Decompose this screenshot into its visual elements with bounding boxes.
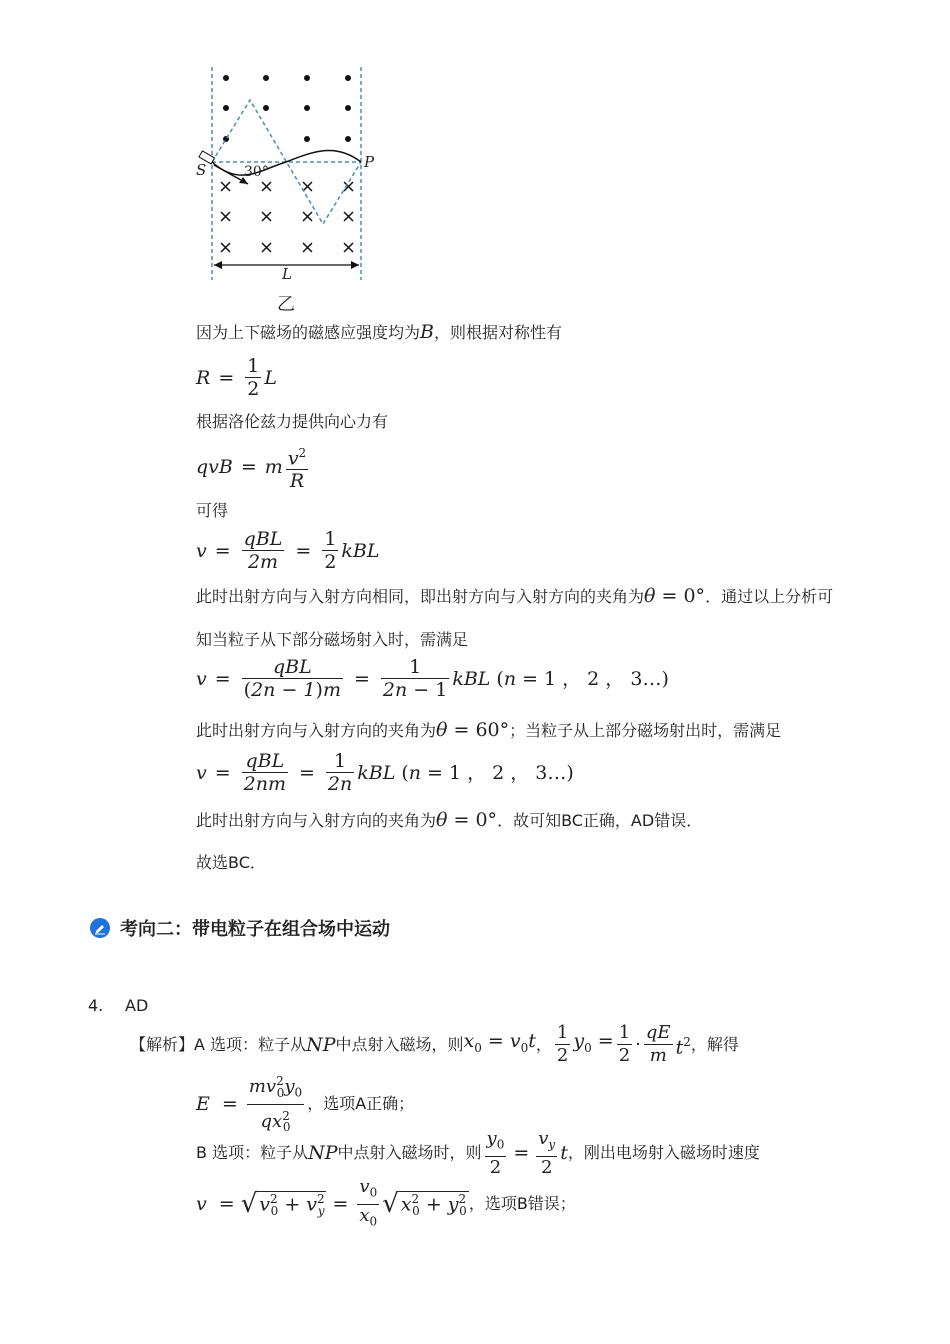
line-4: 此时出射方向与入射方向相同，即出射方向与入射方向的夹角为θ = 0°．通过以上分析可	[196, 585, 834, 607]
equation-v-lower: v = $\frac{\text{qBL}}{(2n - 1)m}$ = $\frac{1}{2n - 1}$ kBL ( n = 1 ， 2 ， 3…)	[196, 656, 669, 701]
equation-v-upper: v = $\frac{\text{qBL}}{2nm}$ = $\frac{1}{2n}$ kBL ( n = 1 ， 2 ， 3…)	[196, 750, 574, 795]
line-6: 此时出射方向与入射方向的夹角为θ = 60°；当粒子从上部分磁场射出时，需满足	[196, 719, 782, 741]
equation-lorentz: qvB = m $\frac{v^2}{R}$	[196, 442, 311, 492]
section-heading	[90, 915, 390, 941]
line-7: 此时出射方向与入射方向的夹角为θ = 0°．故可知BC正确，AD错误．	[196, 809, 703, 831]
analysis-tag: 【解析】	[130, 1034, 195, 1054]
label-P: P	[364, 153, 375, 171]
equation-v: v = $\frac{\text{qBL}}{2m}$ = $\frac{1}{2}$ kBL	[196, 528, 380, 573]
line-3: 可得	[196, 501, 229, 520]
label-angle: 30°	[244, 164, 269, 180]
equation-R: R = $\frac{1}{2}$ L	[196, 355, 277, 400]
label-L: L	[282, 265, 292, 283]
field-out-dots	[223, 75, 351, 142]
line-1: 因为上下磁场的磁感应强度均为B，则根据对称性有	[196, 321, 562, 343]
figure-caption: 乙	[277, 294, 295, 315]
field-in-crosses	[221, 182, 353, 252]
line-2: 根据洛伦兹力提供向心力有	[196, 412, 389, 431]
equation-v-field: v = √ $v^2_0 + v^2_y$ = $\frac{v_0}{x_0}$ √ $x^2_0 + y^2_0$ ，选项B错误；	[196, 1176, 576, 1229]
line-8: 故选BC．	[196, 853, 266, 872]
var-B: B	[420, 321, 434, 343]
pencil-badge-icon	[90, 918, 110, 938]
analysis-line-a: 【解析】 A 选项：粒子从 NP 中点射入磁场，则 $x_0 = v_0t$ ， $\frac{1}{2}$ $y_0$ = $\frac{1}{2}$ · $\frac{qE}{m}$ $t^2$ ，解得	[130, 1022, 739, 1066]
equation-E: E = $\frac{mv^2_0y_0}{qx^2_0}$ ，选项A正确；	[196, 1070, 414, 1138]
line-5: 知当粒子从下部分磁场射入时，需满足	[196, 630, 469, 649]
question-answer: AD	[125, 996, 149, 1015]
label-S: S	[196, 161, 207, 179]
figure-magnetic-field	[190, 62, 390, 317]
analysis-line-b: B 选项：粒子从 NP 中点射入磁场时，则 $\frac{y_0}{2}$ = $\frac{v_y}{2}$ t ，刚出电场射入磁场时速度	[196, 1128, 760, 1178]
question-number: 4.	[88, 996, 104, 1015]
section-title: 考向二：带电粒子在组合场中运动	[120, 919, 390, 940]
